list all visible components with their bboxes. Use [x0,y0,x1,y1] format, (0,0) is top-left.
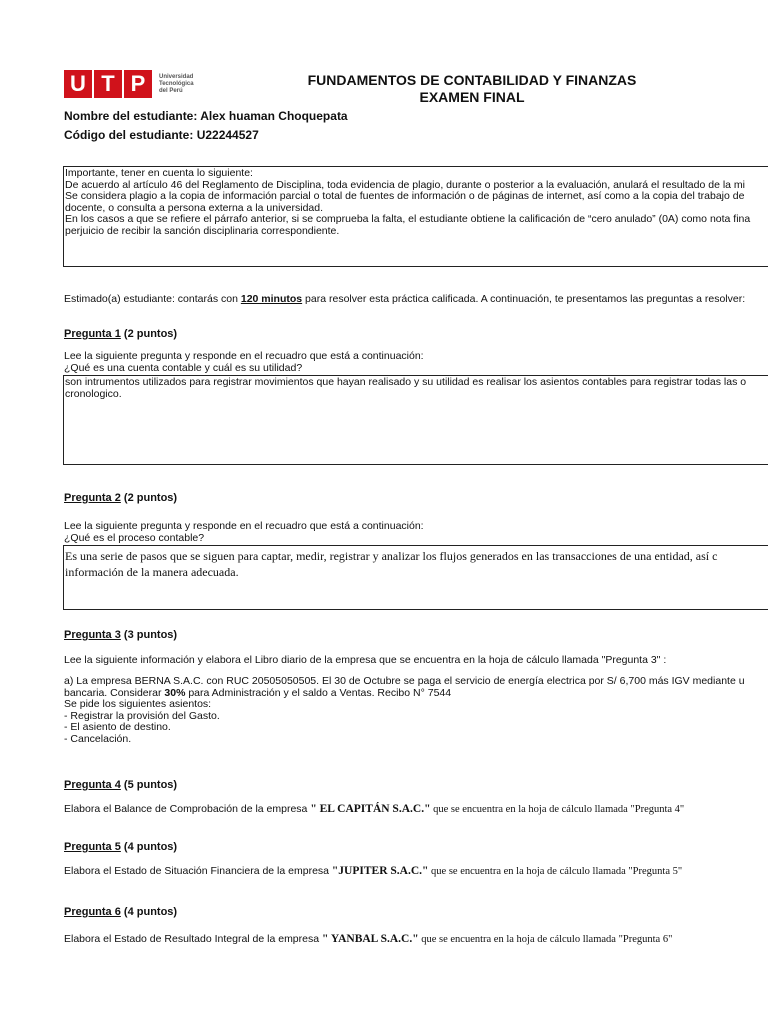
logo-letter-p: P [124,70,152,98]
notice-line: Se considera plagio a la copia de información parcial o total de fuentes de información o de páginas de internet, así como a la copia del trabajo de [65,190,745,202]
question-3-points: (3 puntos) [120,629,178,641]
question-2-heading [64,492,177,504]
question-5-label: Pregunta 5 [64,841,121,853]
question-2-text: ¿Qué es el proceso contable? [64,531,205,544]
question-5-text [64,865,682,877]
question-6-before: Elabora el Estado de Resultado Integral de la empresa [64,933,322,945]
notice-line: perjuicio de recibir la sanción disciplinaria correspondiente. [65,224,340,237]
question-1-label: Pregunta 1 [64,328,121,340]
question-4-company: " EL CAPITÁN S.A.C." [310,803,431,815]
intro-after: para resolver esta práctica calificada. A continuación, te presentamos las preguntas a resolver: [302,293,746,305]
question-1-points: (2 puntos) [120,328,178,340]
student-code-row [64,128,259,142]
question-5-company: "JUPITER S.A.C." [331,865,429,877]
intro-before: Estimado(a) estudiante: contarás con [64,293,241,305]
question-2-label: Pregunta 2 [64,492,121,504]
answer-line: Es una serie de pasos que se siguen para captar, medir, registrar y analizar los flujos generados en las transacciones de una entidad, así c [65,549,718,563]
university-name-line: Tecnológica [159,80,194,87]
question-5-after: que se encuentra en la hoja de cálculo llamada "Pregunta 5" [428,866,683,877]
question-1-text: ¿Qué es una cuenta contable y cuál es su utilidad? [64,361,303,374]
student-name-row [64,109,348,123]
question-3-case [64,676,745,745]
question-5-before: Elabora el Estado de Situación Financiera de la empresa [64,865,332,877]
notice-line: En los casos a que se refiere el párrafo anterior, si se comprueba la falta, el estudiante obtiene la calificación de “cero anulado” (0A) como nota fina [65,213,751,225]
question-3-label: Pregunta 3 [64,629,121,641]
answer-line: información de la manera adecuada. [65,565,239,579]
question-2-points: (2 puntos) [120,492,178,504]
question-4-text [64,803,684,815]
question-6-heading [64,906,177,918]
student-name-label: Nombre del estudiante: [64,109,198,123]
question-3-heading [64,629,177,641]
question-5-points: (4 puntos) [120,841,178,853]
question-3-instruction: Lee la siguiente información y elabora el Libro diario de la empresa que se encuentra en la hoja de cálculo llamada "Pregunta 3" : [64,654,667,666]
case-item: - Registrar la provisión del Gasto. [64,709,220,722]
student-name-value: Alex huaman Choquepata [200,109,348,123]
university-name-line: Universidad [159,73,194,80]
question-6-label: Pregunta 6 [64,906,121,918]
question-4-after: que se encuentra en la hoja de cálculo llamada "Pregunta 4" [430,804,685,815]
question-6-text [64,933,672,945]
answer-line: son intrumentos utilizados para registrar movimientos que hayan realisado y su utilidad es realisar los asientos contables para registrar todas las o [65,376,747,388]
exam-title: EXAMEN FINAL [419,89,525,105]
case-text: bancaria. Considerar [64,686,165,699]
question-1-answer-box[interactable] [63,375,768,465]
question-1-prompt [64,351,424,374]
intro-time: 120 minutos [240,293,303,305]
notice-line: docente, o consulta a persona externa a la universidad. [65,201,324,214]
case-item: - El asiento de destino. [64,721,171,733]
case-line: a) La empresa BERNA S.A.C. con RUC 20505050505. El 30 de Octubre se paga el servicio de energía electrica por S/ 6,700 más IGV mediante u [64,675,745,687]
case-item: - Cancelación. [64,732,132,745]
intro-text [64,293,745,305]
answer-line: cronologico. [65,387,122,400]
notice-line: De acuerdo al artículo 46 del Reglamento de Disciplina, toda evidencia de plagio, durante o posterior a la evaluación, anulará el resultado de la mi [65,178,746,191]
logo-letter-t: T [94,70,122,98]
question-2-answer-box[interactable] [63,545,768,610]
notice-line: Importante, tener en cuenta lo siguiente: [65,167,253,179]
question-1-instruction: Lee la siguiente pregunta y responde en el recuadro que está a continuación: [64,350,424,362]
question-4-label: Pregunta 4 [64,779,121,791]
question-6-company: " YANBAL S.A.C." [322,933,419,945]
question-2-instruction: Lee la siguiente pregunta y responde en el recuadro que está a continuación: [64,520,424,532]
question-5-heading [64,841,177,853]
student-code-value: U22244527 [196,128,259,142]
utp-logo [64,70,207,98]
student-code-label: Código del estudiante: [64,128,194,142]
question-6-points: (4 puntos) [120,906,178,918]
question-2-prompt [64,521,424,544]
question-1-heading [64,328,177,340]
plagiarism-notice [63,166,768,267]
university-name [159,74,207,95]
utp-logo-mark [64,70,154,98]
logo-letter-u: U [64,70,92,98]
case-percentage: 30% [164,686,186,699]
case-asks: Se pide los siguientes asientos: [64,698,212,710]
course-title: FUNDAMENTOS DE CONTABILIDAD Y FINANZAS [307,72,637,88]
question-4-before: Elabora el Balance de Comprobación de la empresa [64,803,311,815]
university-name-line: del Perú [159,87,183,94]
question-4-points: (5 puntos) [120,779,178,791]
question-6-after: que se encuentra en la hoja de cálculo llamada "Pregunta 6" [418,934,673,945]
case-text: para Administración y el saldo a Ventas. Recibo N° 7544 [185,686,452,699]
question-4-heading [64,779,177,791]
